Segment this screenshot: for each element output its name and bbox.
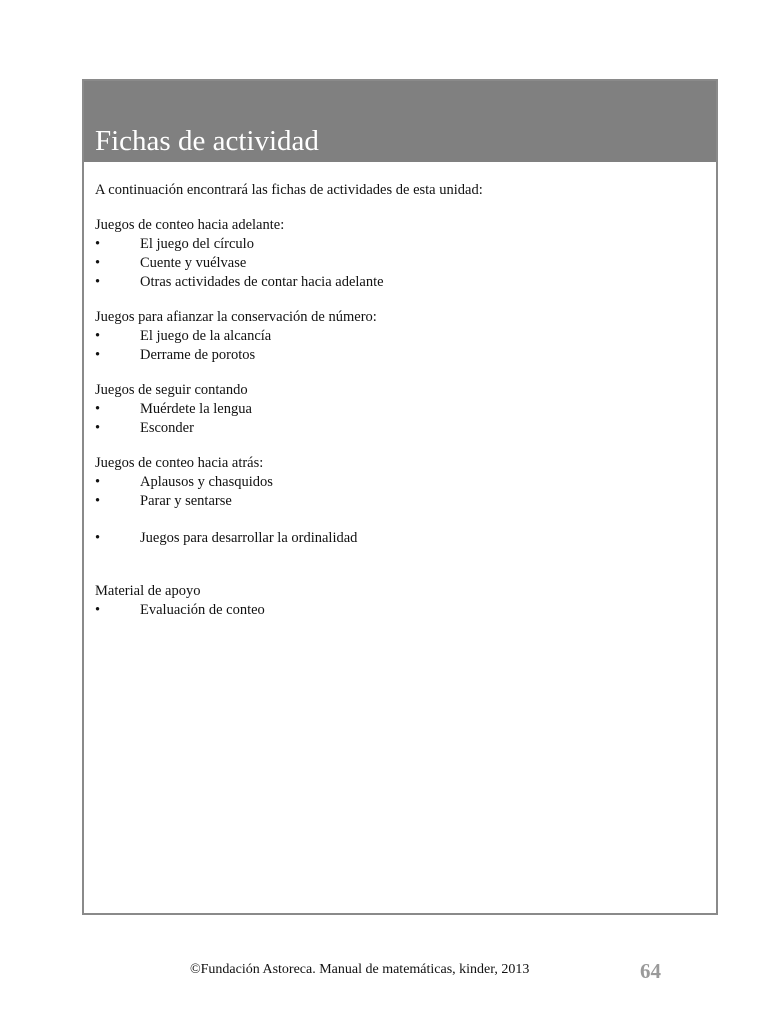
list-item-label: Evaluación de conteo <box>140 602 265 618</box>
list-item <box>95 601 695 620</box>
list-item-label: Cuente y vuélvase <box>140 255 247 271</box>
section-forward-counting <box>95 216 695 292</box>
content-area <box>95 181 695 636</box>
page-number: 64 <box>640 959 661 983</box>
list-item-label: El juego de la alcancía <box>140 328 272 344</box>
section-heading: Material de apoyo <box>95 583 201 599</box>
activity-sheet-frame <box>82 79 718 915</box>
bullet-icon: • <box>95 401 101 417</box>
list-item <box>95 400 695 419</box>
bullet-icon: • <box>95 274 101 290</box>
list-item-label: Aplausos y chasquidos <box>140 474 273 490</box>
list-item <box>95 254 695 273</box>
bullet-icon: • <box>95 236 101 252</box>
section-ordinality <box>95 529 695 548</box>
list-item-label: Esconder <box>140 420 194 436</box>
list-item <box>95 492 695 511</box>
section-heading: Juegos de conteo hacia adelante: <box>95 217 285 233</box>
list-item <box>95 235 695 254</box>
activity-list <box>95 327 695 365</box>
list-item-label: Muérdete la lengua <box>140 401 252 417</box>
bullet-icon: • <box>95 420 101 436</box>
bullet-icon: • <box>95 474 101 490</box>
list-item <box>95 529 695 548</box>
footer-copyright: ©Fundación Astoreca. Manual de matemáticas, kinder, 2013 <box>190 962 530 977</box>
list-item <box>95 327 695 346</box>
list-item-label: Otras actividades de contar hacia adelante <box>140 274 384 290</box>
activity-list <box>95 529 695 548</box>
activity-list <box>95 473 695 511</box>
bullet-icon: • <box>95 602 101 618</box>
intro-text: A continuación encontrará las fichas de actividades de esta unidad: <box>95 182 483 198</box>
bullet-icon: • <box>95 347 101 363</box>
section-heading: Juegos de conteo hacia atrás: <box>95 455 264 471</box>
list-item-label: El juego del círculo <box>140 236 254 252</box>
section-heading: Juegos de seguir contando <box>95 382 248 398</box>
list-item-label: Parar y sentarse <box>140 493 232 509</box>
section-heading: Juegos para afianzar la conservación de número: <box>95 309 377 325</box>
page-title: Fichas de actividad <box>95 125 319 157</box>
list-item <box>95 473 695 492</box>
list-item-label: Juegos para desarrollar la ordinalidad <box>140 530 358 546</box>
list-item <box>95 419 695 438</box>
list-item <box>95 273 695 292</box>
bullet-icon: • <box>95 328 101 344</box>
activity-list <box>95 400 695 438</box>
activity-list <box>95 235 695 292</box>
bullet-icon: • <box>95 255 101 271</box>
activity-list <box>95 601 695 620</box>
title-banner <box>84 81 716 162</box>
bullet-icon: • <box>95 493 101 509</box>
list-item <box>95 346 695 365</box>
section-number-conservation <box>95 308 695 365</box>
section-backward-counting <box>95 454 695 511</box>
list-item-label: Derrame de porotos <box>140 347 256 363</box>
bullet-icon: • <box>95 530 101 546</box>
section-continue-counting <box>95 381 695 438</box>
section-support-material <box>95 582 695 620</box>
